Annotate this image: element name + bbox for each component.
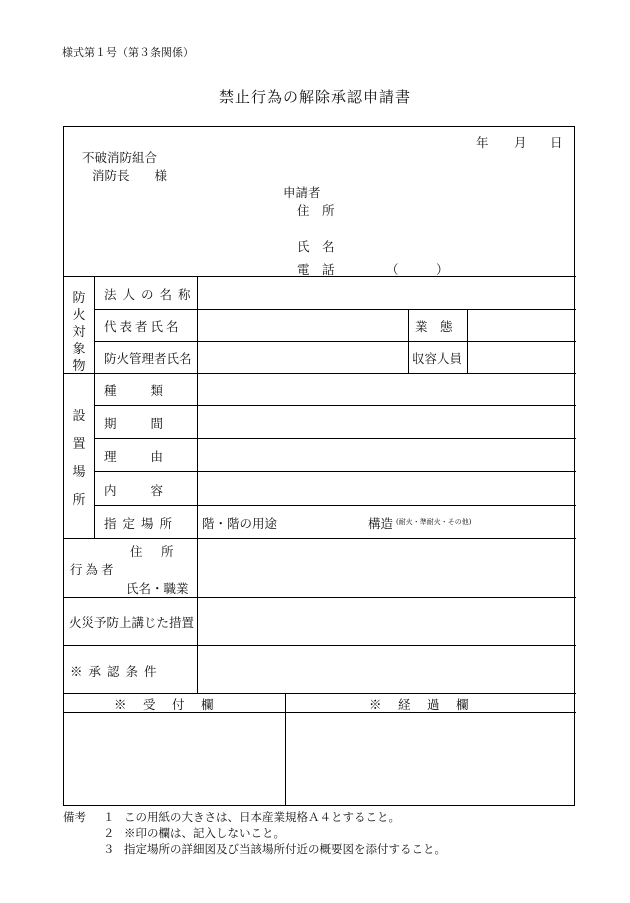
form-number: 様式第１号（第３条関係） [62, 46, 194, 59]
fire-manager-label: 防火管理者氏名 [104, 351, 192, 366]
col-line [467, 309, 468, 373]
fire-measures-label: 火災予防上講じた措置 [69, 615, 195, 630]
actor-label: 行為者 [70, 562, 117, 577]
row-line [94, 505, 576, 506]
applicant-phone-label: 電 話 [297, 262, 335, 277]
col-line [285, 693, 286, 806]
application-form [63, 126, 575, 806]
row-line [64, 538, 576, 539]
row-line [64, 693, 576, 694]
business-type-label: 業 態 [415, 319, 453, 334]
applicant-heading: 申請者 [283, 185, 321, 200]
content-label: 内 容 [104, 483, 167, 498]
col-line [94, 276, 95, 538]
applicant-address-label: 住 所 [297, 203, 335, 218]
row-line [94, 405, 576, 406]
col-line [197, 276, 198, 693]
structure-label: 構造 [368, 516, 394, 531]
notes-label: 備考 [63, 810, 86, 824]
progress-column-header: ※ 経 過 欄 [369, 697, 471, 712]
section-target-label: 防火対象物 [72, 291, 86, 374]
period-label: 期 間 [104, 416, 167, 431]
applicant-phone-paren: （ ） [386, 262, 449, 277]
row-line [94, 471, 576, 472]
note-number: ２ [103, 826, 115, 840]
actor-name-job-label: 氏名・職業 [126, 581, 189, 596]
section-place-label: 設置場所 [72, 409, 86, 508]
note-number: ３ [103, 842, 115, 856]
date-year-label: 年 [476, 135, 489, 150]
note-text: この用紙の大きさは、日本産業規格Ａ４とすること。 [124, 810, 400, 824]
document-title: 禁止行為の解除承認申請書 [218, 88, 411, 106]
date-month-label: 月 [514, 135, 527, 150]
reception-column-header: ※ 受 付 欄 [114, 697, 216, 712]
date-day-label: 日 [550, 135, 563, 150]
addressee-org: 不破消防組合 [82, 150, 158, 165]
actor-address-label: 住 所 [130, 544, 177, 559]
representative-label: 代表者氏名 [104, 319, 182, 334]
row-line [64, 645, 576, 646]
capacity-label: 収容人員 [412, 351, 463, 366]
row-line [94, 309, 576, 310]
addressee-name: 消防長 様 [92, 168, 168, 183]
kind-label: 種 類 [104, 383, 167, 398]
reason-label: 理 由 [104, 449, 167, 464]
corp-name-label: 法人の名称 [104, 287, 197, 302]
note-number: １ [103, 810, 115, 824]
note-text: 指定場所の詳細図及び当該場所付近の概要図を添付すること。 [124, 842, 446, 856]
row-line [64, 373, 576, 374]
designated-place-label: 指定場所 [104, 516, 179, 531]
applicant-name-label: 氏 名 [297, 239, 335, 254]
row-line [64, 597, 576, 598]
approval-conditions-label: ※承認条件 [70, 664, 163, 679]
structure-note: (耐火・準耐火・その他) [396, 518, 472, 526]
note-text: ※印の欄は、記入しないこと。 [124, 826, 285, 840]
col-line [408, 309, 409, 373]
floor-usage-label: 階・階の用途 [202, 516, 278, 531]
row-line [94, 438, 576, 439]
row-line [94, 341, 576, 342]
